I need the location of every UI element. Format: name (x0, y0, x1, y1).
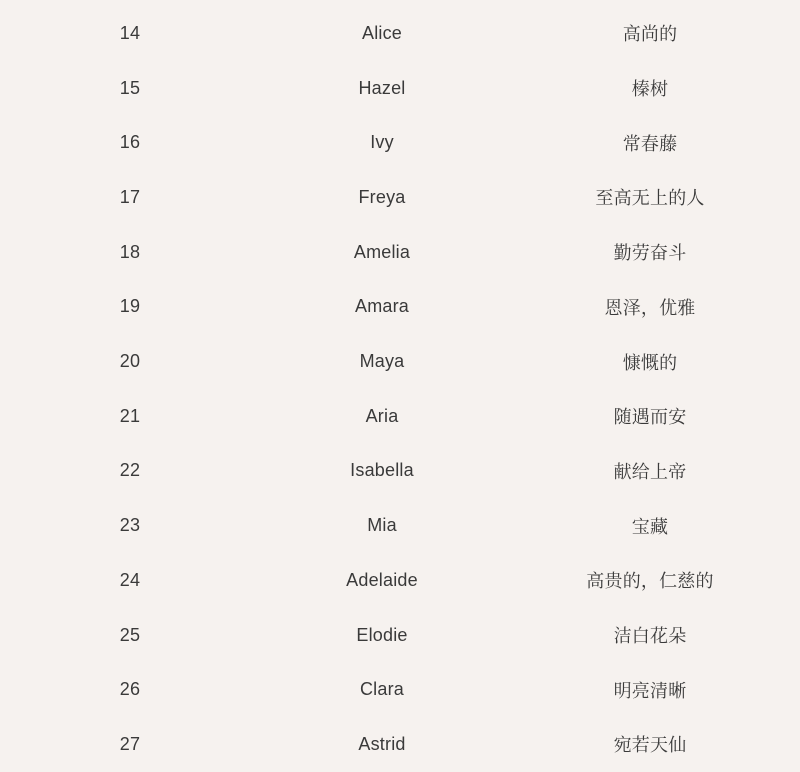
row-number: 24 (119, 569, 141, 590)
table-row (0, 389, 800, 444)
row-number: 26 (119, 679, 141, 700)
row-number: 18 (119, 241, 141, 262)
meaning-cell: 宝藏 (631, 516, 669, 537)
row-number: 22 (119, 460, 141, 481)
name-cell: Elodie (356, 624, 408, 645)
meaning-cell: 恩泽，优雅 (604, 297, 696, 318)
name-cell: Ivy (370, 132, 394, 153)
meaning-cell: 至高无上的人 (595, 188, 705, 209)
meaning-cell: 榛树 (631, 79, 669, 100)
row-number: 15 (119, 77, 141, 98)
meaning-cell: 宛若天仙 (613, 735, 687, 756)
table-row (0, 608, 800, 663)
name-cell: Isabella (350, 460, 414, 481)
name-cell: Clara (359, 679, 404, 700)
meaning-cell: 明亮清晰 (613, 680, 687, 701)
name-cell: Amara (354, 296, 409, 317)
name-cell: Alice (361, 22, 402, 43)
table-row (0, 225, 800, 280)
table-row (0, 280, 800, 335)
row-number: 19 (119, 296, 141, 317)
row-number: 14 (119, 22, 141, 43)
row-number: 20 (119, 351, 141, 372)
table-row (0, 553, 800, 608)
name-cell: Adelaide (346, 569, 418, 590)
table-row (0, 334, 800, 389)
row-number: 21 (119, 405, 141, 426)
row-number: 25 (119, 624, 141, 645)
table-row (0, 61, 800, 116)
table-row (0, 444, 800, 499)
meaning-cell: 献给上帝 (613, 461, 687, 482)
table-row (0, 662, 800, 717)
name-cell: Hazel (358, 77, 406, 98)
name-cell: Maya (359, 351, 405, 372)
meaning-cell: 高尚的 (622, 24, 678, 45)
row-number: 16 (119, 132, 141, 153)
row-number: 27 (119, 733, 141, 754)
row-number: 23 (119, 515, 141, 536)
table-row (0, 498, 800, 553)
name-cell: Mia (367, 515, 397, 536)
name-cell: Astrid (358, 733, 406, 754)
meaning-cell: 随遇而安 (613, 407, 687, 428)
name-cell: Freya (358, 186, 406, 207)
meaning-cell: 洁白花朵 (613, 626, 687, 647)
meaning-cell: 高贵的，仁慈的 (586, 571, 714, 592)
name-cell: Aria (365, 405, 399, 426)
table-row (0, 115, 800, 170)
table-row (0, 6, 800, 61)
row-number: 17 (119, 186, 141, 207)
name-cell: Amelia (353, 241, 411, 262)
table-row (0, 717, 800, 772)
table-row (0, 170, 800, 225)
meaning-cell: 勤劳奋斗 (613, 243, 687, 264)
meaning-cell: 常春藤 (622, 133, 678, 154)
meaning-cell: 慷慨的 (622, 352, 678, 373)
